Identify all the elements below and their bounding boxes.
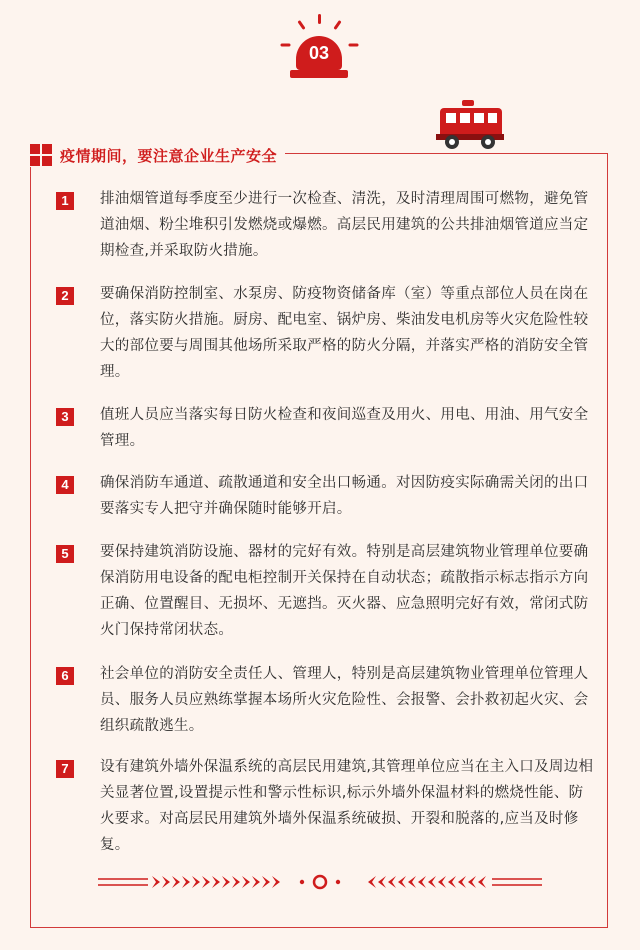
grid-logo-icon [30, 144, 52, 166]
decorative-divider [98, 874, 542, 890]
alarm-base [290, 70, 348, 78]
item-text: 确保消防车通道、疏散通道和安全出口畅通。对因防疫实际确需关闭的出口要落实专人把守并确保随时能够开启。 [100, 475, 589, 517]
item-text: 排油烟管道每季度至少进行一次检查、清洗，及时清理周围可燃物，避免管道油烟、粉尘堆积引发燃烧或爆燃。高层民用建筑的公共排油烟管道应当定期检查,并采取防火措施。 [100, 191, 589, 259]
item-number: 1 [56, 192, 74, 210]
section-header [30, 143, 285, 167]
section-number-badge [280, 14, 360, 80]
item-text: 值班人员应当落实每日防火检查和夜间巡查及用火、用电、用油、用气安全管理。 [100, 407, 589, 449]
alarm-ray-icon [333, 20, 341, 30]
item-number: 4 [56, 476, 74, 494]
alarm-ray-icon [349, 44, 359, 47]
section-number: 03 [296, 36, 342, 70]
item-number: 6 [56, 667, 74, 685]
alarm-ray-icon [318, 14, 321, 24]
item-number: 7 [56, 760, 74, 778]
item-text: 要保持建筑消防设施、器材的完好有效。特别是高层建筑物业管理单位要确保消防用电设备的配电柜控制开关保持在自动状态；疏散指示标志指示方向正确、位置醒目、无损坏、无遮挡。灭火器、应急照明完好有效，常闭式防火门保持常闭状态。 [100, 544, 589, 638]
fire-truck-icon [434, 100, 506, 152]
item-text: 要确保消防控制室、水泵房、防疫物资储备库（室）等重点部位人员在岗在位，落实防火措施。厨房、配电室、锅炉房、柴油发电机房等火灾危险性较大的部位要与周围其他场所采取严格的防火分隔，并落实严格的消防安全管理。 [100, 286, 589, 380]
item-number: 2 [56, 287, 74, 305]
item-text: 设有建筑外墙外保温系统的高层民用建筑,其管理单位应当在主入口及周边相关显著位置,设置提示性和警示性标识,标示外墙外保温材料的燃烧性能、防火要求。对高层民用建筑外墙外保温系统破损、开裂和脱落的,应当及时修复。 [100, 759, 594, 853]
alarm-ray-icon [281, 44, 291, 47]
item-text: 社会单位的消防安全责任人、管理人，特别是高层建筑物业管理单位管理人员、服务人员应熟练掌握本场所火灾危险性、会报警、会扑救初起火灾、会组织疏散逃生。 [100, 666, 589, 734]
section-title: 疫情期间，要注意企业生产安全 [60, 146, 278, 165]
alarm-ray-icon [297, 20, 305, 30]
item-number: 3 [56, 408, 74, 426]
item-number: 5 [56, 545, 74, 563]
